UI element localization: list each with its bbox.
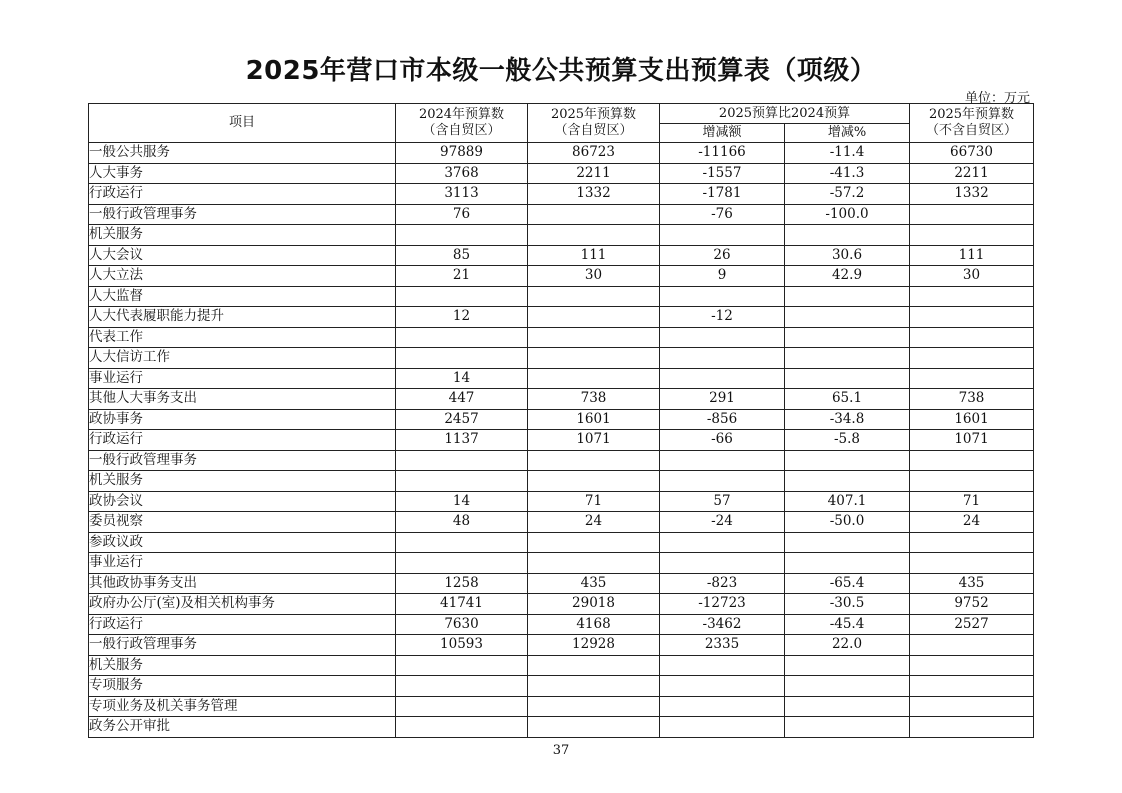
table-row (89, 594, 1034, 615)
cell-item-name: 机关服务 (89, 471, 396, 492)
cell-change-amount (660, 286, 785, 307)
cell-change-pct: -45.4 (785, 614, 910, 635)
page-number: 37 (552, 743, 570, 758)
cell-budget-2024: 12 (396, 307, 528, 328)
cell-budget-2025-excl: 2527 (910, 614, 1034, 635)
cell-budget-2025-excl: 738 (910, 389, 1034, 410)
cell-item-name: 一般公共服务 (89, 143, 396, 164)
cell-budget-2025-excl (910, 553, 1034, 574)
cell-change-amount (660, 655, 785, 676)
cell-budget-2024 (396, 676, 528, 697)
table-row (89, 471, 1034, 492)
cell-change-pct: -34.8 (785, 409, 910, 430)
cell-budget-2025 (528, 450, 660, 471)
cell-change-pct: -57.2 (785, 184, 910, 205)
cell-budget-2025-excl: 1071 (910, 430, 1034, 451)
cell-change-pct (785, 676, 910, 697)
cell-budget-2024: 14 (396, 491, 528, 512)
table-row (89, 266, 1034, 287)
header-change-amount: 增减额 (660, 124, 785, 143)
cell-budget-2025-excl: 9752 (910, 594, 1034, 615)
table-row (89, 163, 1034, 184)
table-row (89, 573, 1034, 594)
cell-change-pct: 42.9 (785, 266, 910, 287)
cell-budget-2024: 48 (396, 512, 528, 533)
cell-change-amount: 9 (660, 266, 785, 287)
cell-change-pct: -50.0 (785, 512, 910, 533)
cell-change-pct: -5.8 (785, 430, 910, 451)
cell-budget-2025 (528, 471, 660, 492)
cell-budget-2025 (528, 553, 660, 574)
cell-change-pct (785, 655, 910, 676)
table-row (89, 532, 1034, 553)
header-budget-2025-line1: 2025年预算数 (550, 107, 637, 122)
cell-budget-2025: 29018 (528, 594, 660, 615)
table-row (89, 409, 1034, 430)
cell-item-name: 人大会议 (89, 245, 396, 266)
cell-change-amount: -12 (660, 307, 785, 328)
header-budget-2025-excl-line1: 2025年预算数 (928, 107, 1015, 122)
cell-budget-2024: 3113 (396, 184, 528, 205)
cell-item-name: 其他政协事务支出 (89, 573, 396, 594)
cell-item-name: 行政运行 (89, 430, 396, 451)
cell-change-pct: 30.6 (785, 245, 910, 266)
cell-budget-2025-excl: 1332 (910, 184, 1034, 205)
budget-table (88, 103, 1034, 738)
table-row (89, 184, 1034, 205)
cell-budget-2024 (396, 717, 528, 738)
cell-budget-2025-excl (910, 204, 1034, 225)
cell-budget-2025-excl: 1601 (910, 409, 1034, 430)
table-row (89, 512, 1034, 533)
cell-change-pct (785, 450, 910, 471)
cell-budget-2025-excl (910, 676, 1034, 697)
cell-change-amount (660, 327, 785, 348)
cell-budget-2024 (396, 532, 528, 553)
table-row (89, 143, 1034, 164)
cell-change-amount (660, 553, 785, 574)
cell-change-amount: -66 (660, 430, 785, 451)
cell-budget-2024: 21 (396, 266, 528, 287)
cell-budget-2024 (396, 450, 528, 471)
cell-item-name: 人大事务 (89, 163, 396, 184)
cell-budget-2025 (528, 327, 660, 348)
cell-change-pct (785, 368, 910, 389)
cell-item-name: 一般行政管理事务 (89, 450, 396, 471)
cell-budget-2024: 10593 (396, 635, 528, 656)
cell-change-amount: -823 (660, 573, 785, 594)
cell-change-amount (660, 532, 785, 553)
table-row (89, 553, 1034, 574)
cell-change-amount (660, 225, 785, 246)
cell-budget-2024 (396, 225, 528, 246)
cell-change-amount: -856 (660, 409, 785, 430)
cell-budget-2024: 3768 (396, 163, 528, 184)
header-budget-2025 (528, 104, 660, 143)
cell-budget-2024: 2457 (396, 409, 528, 430)
cell-budget-2024 (396, 286, 528, 307)
cell-budget-2025: 12928 (528, 635, 660, 656)
cell-budget-2025: 435 (528, 573, 660, 594)
cell-budget-2025-excl: 111 (910, 245, 1034, 266)
cell-change-pct: 65.1 (785, 389, 910, 410)
cell-budget-2025-excl: 71 (910, 491, 1034, 512)
cell-change-pct (785, 553, 910, 574)
cell-budget-2025 (528, 676, 660, 697)
cell-change-pct (785, 286, 910, 307)
cell-budget-2024: 41741 (396, 594, 528, 615)
header-budget-2024-line1: 2024年预算数 (418, 107, 505, 122)
table-row (89, 655, 1034, 676)
cell-item-name: 行政运行 (89, 614, 396, 635)
cell-change-pct (785, 471, 910, 492)
table-row (89, 348, 1034, 369)
cell-change-pct (785, 717, 910, 738)
cell-change-amount (660, 717, 785, 738)
table-row (89, 307, 1034, 328)
cell-budget-2025: 1332 (528, 184, 660, 205)
cell-item-name: 代表工作 (89, 327, 396, 348)
cell-change-pct (785, 225, 910, 246)
cell-change-amount: -76 (660, 204, 785, 225)
cell-budget-2025: 738 (528, 389, 660, 410)
cell-budget-2025-excl (910, 368, 1034, 389)
cell-budget-2024 (396, 348, 528, 369)
cell-change-amount: -24 (660, 512, 785, 533)
table-row (89, 717, 1034, 738)
cell-change-amount: 57 (660, 491, 785, 512)
cell-item-name: 委员视察 (89, 512, 396, 533)
cell-item-name: 一般行政管理事务 (89, 204, 396, 225)
cell-item-name: 人大监督 (89, 286, 396, 307)
cell-change-pct (785, 348, 910, 369)
cell-budget-2024: 447 (396, 389, 528, 410)
cell-budget-2025: 4168 (528, 614, 660, 635)
cell-change-pct: -30.5 (785, 594, 910, 615)
cell-budget-2025: 111 (528, 245, 660, 266)
cell-budget-2025 (528, 717, 660, 738)
cell-budget-2025 (528, 348, 660, 369)
cell-budget-2025-excl (910, 225, 1034, 246)
cell-item-name: 政务公开审批 (89, 717, 396, 738)
table-header (89, 104, 1034, 143)
cell-budget-2025: 24 (528, 512, 660, 533)
cell-budget-2025 (528, 225, 660, 246)
cell-change-pct (785, 532, 910, 553)
cell-budget-2024: 1137 (396, 430, 528, 451)
table-row (89, 696, 1034, 717)
cell-budget-2025-excl (910, 307, 1034, 328)
page-title: 2025年营口市本级一般公共预算支出预算表（项级） (245, 56, 877, 86)
cell-budget-2024 (396, 696, 528, 717)
cell-budget-2025 (528, 368, 660, 389)
cell-budget-2025 (528, 696, 660, 717)
cell-budget-2025: 2211 (528, 163, 660, 184)
cell-budget-2025-excl (910, 450, 1034, 471)
cell-change-amount: -12723 (660, 594, 785, 615)
cell-budget-2025-excl: 435 (910, 573, 1034, 594)
cell-change-amount: 291 (660, 389, 785, 410)
cell-change-pct: -100.0 (785, 204, 910, 225)
cell-change-pct (785, 327, 910, 348)
cell-budget-2025 (528, 307, 660, 328)
table-row (89, 368, 1034, 389)
cell-change-amount (660, 450, 785, 471)
cell-item-name: 行政运行 (89, 184, 396, 205)
header-compare-group: 2025预算比2024预算 (660, 104, 910, 124)
cell-budget-2024 (396, 553, 528, 574)
cell-change-amount: -1781 (660, 184, 785, 205)
table-row (89, 327, 1034, 348)
table-row (89, 430, 1034, 451)
cell-budget-2025-excl (910, 655, 1034, 676)
cell-budget-2025-excl (910, 471, 1034, 492)
cell-budget-2025 (528, 655, 660, 676)
cell-budget-2025-excl (910, 348, 1034, 369)
cell-item-name: 事业运行 (89, 368, 396, 389)
cell-change-amount: 2335 (660, 635, 785, 656)
cell-change-pct: -11.4 (785, 143, 910, 164)
table-row (89, 225, 1034, 246)
cell-budget-2025-excl (910, 635, 1034, 656)
table-row (89, 389, 1034, 410)
cell-change-pct: 407.1 (785, 491, 910, 512)
table-row (89, 204, 1034, 225)
table-row (89, 676, 1034, 697)
cell-item-name: 事业运行 (89, 553, 396, 574)
table-row (89, 614, 1034, 635)
cell-change-pct: 22.0 (785, 635, 910, 656)
cell-budget-2025 (528, 204, 660, 225)
cell-change-amount: 26 (660, 245, 785, 266)
cell-change-amount: -1557 (660, 163, 785, 184)
header-budget-2024-line2: （含自贸区） (422, 123, 501, 138)
cell-budget-2024: 14 (396, 368, 528, 389)
cell-budget-2025-excl (910, 286, 1034, 307)
cell-item-name: 政协事务 (89, 409, 396, 430)
cell-change-pct: -41.3 (785, 163, 910, 184)
cell-budget-2024: 97889 (396, 143, 528, 164)
cell-budget-2025: 1601 (528, 409, 660, 430)
cell-budget-2025-excl (910, 696, 1034, 717)
table-row (89, 635, 1034, 656)
cell-budget-2024 (396, 655, 528, 676)
cell-item-name: 专项业务及机关事务管理 (89, 696, 396, 717)
cell-item-name: 机关服务 (89, 655, 396, 676)
cell-budget-2024 (396, 327, 528, 348)
cell-item-name: 参政议政 (89, 532, 396, 553)
table-row (89, 491, 1034, 512)
cell-budget-2025-excl (910, 532, 1034, 553)
cell-item-name: 一般行政管理事务 (89, 635, 396, 656)
cell-item-name: 人大立法 (89, 266, 396, 287)
cell-budget-2025: 71 (528, 491, 660, 512)
header-item: 项目 (89, 104, 396, 143)
cell-budget-2025-excl: 30 (910, 266, 1034, 287)
header-change-pct: 增减% (785, 124, 910, 143)
table-body (89, 143, 1034, 738)
cell-budget-2025-excl (910, 717, 1034, 738)
cell-budget-2025 (528, 286, 660, 307)
cell-change-amount (660, 368, 785, 389)
cell-item-name: 政府办公厅(室)及相关机构事务 (89, 594, 396, 615)
table-row (89, 286, 1034, 307)
cell-budget-2024: 7630 (396, 614, 528, 635)
table-row (89, 245, 1034, 266)
cell-budget-2025-excl: 66730 (910, 143, 1034, 164)
cell-budget-2025-excl: 2211 (910, 163, 1034, 184)
cell-item-name: 人大代表履职能力提升 (89, 307, 396, 328)
cell-budget-2025-excl: 24 (910, 512, 1034, 533)
cell-change-amount (660, 471, 785, 492)
cell-budget-2025 (528, 532, 660, 553)
cell-change-amount: -11166 (660, 143, 785, 164)
header-budget-2025-excl-line2: （不含自贸区） (926, 123, 1018, 138)
cell-budget-2024: 1258 (396, 573, 528, 594)
cell-item-name: 人大信访工作 (89, 348, 396, 369)
cell-budget-2024 (396, 471, 528, 492)
cell-budget-2025: 86723 (528, 143, 660, 164)
cell-item-name: 机关服务 (89, 225, 396, 246)
cell-change-pct (785, 307, 910, 328)
cell-item-name: 政协会议 (89, 491, 396, 512)
cell-item-name: 专项服务 (89, 676, 396, 697)
cell-budget-2025: 1071 (528, 430, 660, 451)
cell-change-pct (785, 696, 910, 717)
unit-label: 单位：万元 (964, 91, 1030, 106)
cell-change-amount (660, 696, 785, 717)
cell-change-pct: -65.4 (785, 573, 910, 594)
cell-budget-2025-excl (910, 327, 1034, 348)
cell-budget-2024: 76 (396, 204, 528, 225)
header-budget-2024 (396, 104, 528, 143)
cell-change-amount (660, 348, 785, 369)
cell-change-amount (660, 676, 785, 697)
cell-change-amount: -3462 (660, 614, 785, 635)
cell-budget-2024: 85 (396, 245, 528, 266)
header-budget-2025-excl (910, 104, 1034, 143)
cell-budget-2025: 30 (528, 266, 660, 287)
header-budget-2025-line2: （含自贸区） (554, 123, 633, 138)
table-row (89, 450, 1034, 471)
cell-item-name: 其他人大事务支出 (89, 389, 396, 410)
